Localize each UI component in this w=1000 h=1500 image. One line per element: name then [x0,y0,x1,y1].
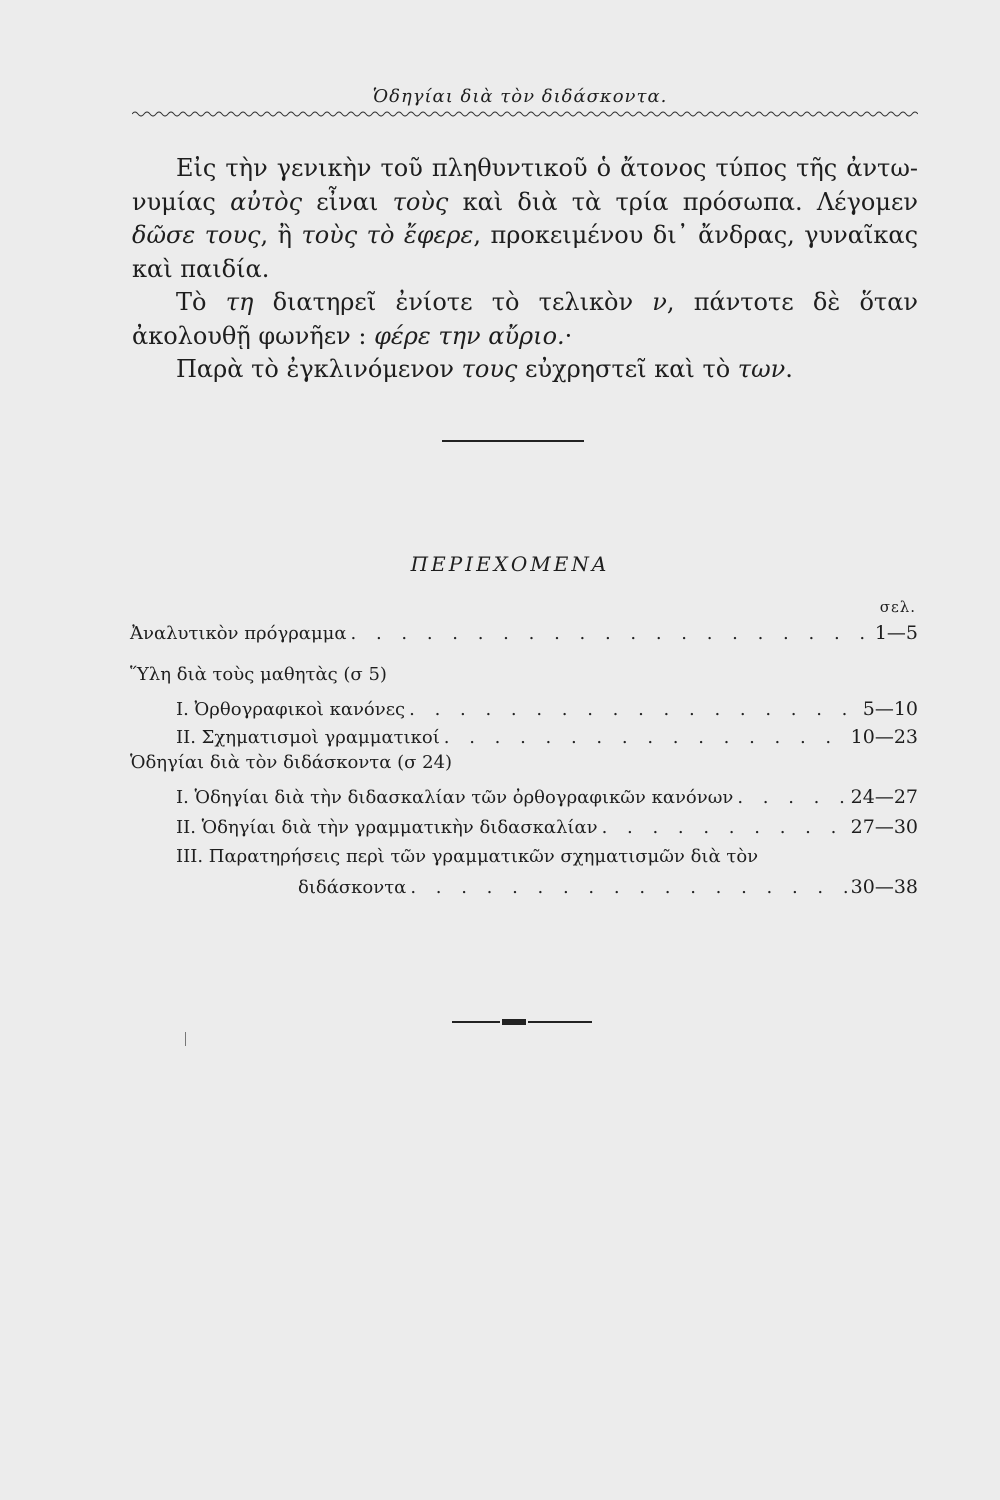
toc-entry-label: I. Ὀρθογραφικοὶ κανόνες [176,699,406,720]
toc-entry-pages: 10—23 [850,726,918,748]
text-run: , ἢ [260,221,302,249]
toc-leader-dots [347,621,875,647]
running-head: Ὁδηγίαι διὰ τὸν διδάσκοντα. [372,86,668,107]
paragraph-3 [132,353,918,387]
toc-leader-dots [440,725,851,751]
italic-run: φέρε την αὔριο. [374,321,565,350]
italic-run: δῶσε τους [132,221,261,249]
toc-entry [176,814,918,840]
section-divider [442,440,584,442]
wavy-rule [132,110,918,118]
toc-entry [298,874,918,900]
toc-entry-label: διδάσκοντα [298,877,407,898]
toc-leader-dots [405,697,863,723]
toc-leader-dots [733,785,850,811]
text-run: διατηρεῖ ἐνίοτε τὸ τελικὸν [253,288,653,316]
toc-entry-label: Ὁδηγίαι διὰ τὸν διδάσκοντα (σ 24) [130,752,453,773]
toc-entry-pages: 30—38 [850,876,918,898]
toc-entry-pages: 27—30 [850,816,918,838]
toc-entry-label: III. Παρατηρήσεις περὶ τῶν γραμματικῶν σχηματισμῶν διὰ τὸν [176,846,759,867]
toc-entry-label: II. Ὁδηγίαι διὰ τὴν γραμματικὴν διδασκαλίαν [176,817,598,838]
body-text [132,152,918,387]
paragraph-2 [132,286,918,353]
italic-run: τη [225,288,254,316]
toc-entry-label: Ὕλη διὰ τοὺς μαθητὰς (σ 5) [130,664,387,685]
text-run: . [785,355,793,383]
end-ornament [452,1018,592,1026]
text-run: , πάντοτε δὲ ὅταν ἀκολουθῇ φωνῆεν : [132,288,919,350]
toc-title: ΠΕΡΙΕΧΟΜΕΝΑ [410,552,610,576]
toc-section-heading [130,662,387,688]
toc-pages-header: σελ. [879,598,916,616]
toc-leader-dots [598,815,851,841]
toc-entry [176,724,918,750]
text-run: Εἰς τὴν γενικὴν τοῦ πληθυντικοῦ ὁ ἄτονος τύπος τῆς ἀντω- νυμίας [132,154,918,216]
text-run: εὐχρηστεῖ καὶ τὸ [517,355,738,383]
italic-run: τοὺς [392,187,449,216]
italic-run: τοὺς τὸ ἔφερε [301,221,474,249]
italic-run: τους [461,355,518,383]
text-run: Τὸ [176,288,226,316]
toc-entry-label: Ἀναλυτικὸν πρόγραμμα [130,623,347,644]
text-run: καὶ διὰ τὰ τρία πρόσωπα. Λέγομεν [448,187,918,216]
toc-entry-pages: 1—5 [874,622,918,644]
text-run: , προκειμένου δι᾽ ἄνδρας, γυναῖκας καὶ παιδία. [132,221,919,283]
stray-ink-mark [185,1032,186,1046]
toc-entry-pages: 24—27 [850,786,918,808]
text-run: · [564,321,573,350]
italic-run: ν [652,288,667,316]
toc-entry-pages: 5—10 [862,698,918,720]
toc-entry [176,696,918,722]
toc-leader-dots [406,875,850,901]
toc-entry-label: I. Ὁδηγίαι διὰ τὴν διδασκαλίαν τῶν ὀρθογραφικῶν κανόνων [176,787,734,808]
text-run: εἶναι [302,187,393,216]
italic-run: των [737,355,786,383]
paragraph-1 [132,152,918,286]
toc-section-heading [130,750,452,776]
italic-run: αὐτὸς [230,187,303,216]
toc-entry-continued [176,844,758,870]
toc-entry [176,784,918,810]
text-run: Παρὰ τὸ ἐγκλινόμενον [176,355,462,383]
toc-entry-label: II. Σχηματισμοὶ γραμματικοί [176,727,440,748]
toc-entry [130,620,918,646]
